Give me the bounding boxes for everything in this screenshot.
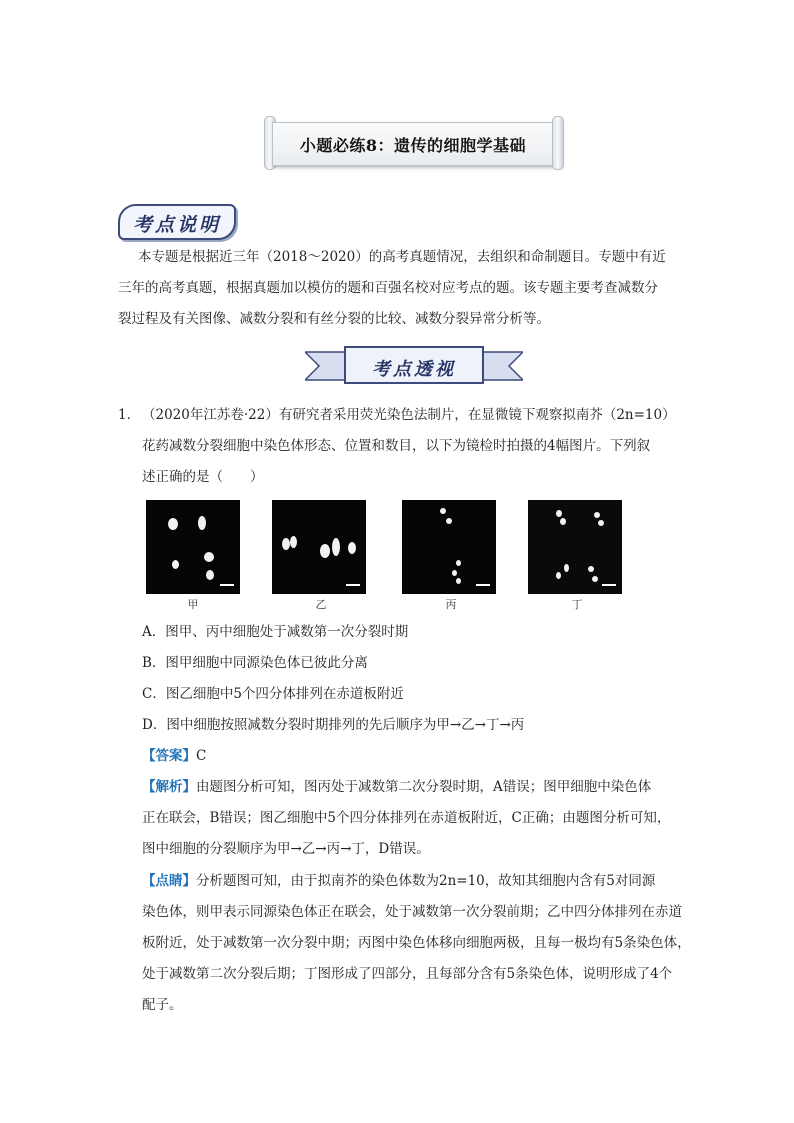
tip-tag: 【点睛】	[142, 873, 196, 889]
answer-value: C	[196, 748, 207, 764]
micrograph-yi	[272, 500, 366, 594]
caption-yi: 乙	[315, 598, 327, 611]
analysis-tag: 【解析】	[142, 779, 196, 795]
caption-ding: 丁	[571, 598, 583, 611]
analysis-line-1: 【解析】由题图分析可知，图丙处于减数第二次分裂时期，A错误；图甲细胞中染色体	[142, 779, 652, 795]
caption-bing: 丙	[445, 598, 457, 611]
option-a: A．图甲、丙中细胞处于减数第一次分裂时期	[142, 624, 409, 640]
micrograph-bing	[402, 500, 496, 594]
question-number: 1．	[118, 407, 141, 423]
micrograph-jia	[146, 500, 240, 594]
intro-line-1: 本专题是根据近三年（2018～2020）的高考真题情况，去组织和命制题目。专题中有近	[138, 249, 666, 265]
analysis-line-2: 正在联会，B错误；图乙细胞中5个四分体排列在赤道板附近，C正确；由题图分析可知，	[142, 810, 671, 826]
answer-tag: 【答案】	[142, 748, 196, 764]
question-line-1: （2020年江苏卷·22）有研究者采用荧光染色法制片，在显微镜下观察拟南芥（2n=10）	[142, 407, 676, 423]
option-c: C．图乙细胞中5个四分体排列在赤道板附近	[142, 686, 404, 702]
page-title: 小题必练8：遗传的细胞学基础	[299, 136, 527, 155]
tip-line-5: 配子。	[142, 997, 183, 1013]
intro-line-2: 三年的高考真题，根据真题加以模仿的题和百强名校对应考点的题。该专题主要考查减数分	[118, 280, 658, 296]
ribbon-label: 考点透视	[372, 359, 456, 380]
title-banner	[262, 114, 564, 172]
answer-row	[142, 741, 206, 772]
intro-line-3: 裂过程及有关图像、减数分裂和有丝分裂的比较、减数分裂异常分析等。	[118, 311, 550, 327]
option-d: D．图中细胞按照减数分裂时期排列的先后顺序为甲→乙→丁→丙	[142, 717, 525, 733]
question-line-3: 述正确的是（ ）	[142, 469, 264, 485]
question-line-2: 花药减数分裂细胞中染色体形态、位置和数目，以下为镜检时拍摄的4幅图片。下列叙	[142, 438, 651, 454]
option-b: B．图甲细胞中同源染色体已彼此分离	[142, 655, 368, 671]
micrograph-ding	[528, 500, 622, 594]
analysis-line-3: 图中细胞的分裂顺序为甲→乙→丙→丁，D错误。	[142, 841, 430, 857]
tip-line-4: 处于减数第二次分裂后期；丁图形成了四部分，且每部分含有5条染色体，说明形成了4个	[142, 966, 673, 982]
tip-line-1: 【点睛】分析题图可知，由于拟南芥的染色体数为2n=10，故知其细胞内含有5对同源	[142, 873, 656, 889]
section-ribbon-focus	[305, 346, 523, 386]
section-badge-explanation	[118, 204, 236, 240]
tip-line-2: 染色体，则甲表示同源染色体正在联会，处于减数第一次分裂前期；乙中四分体排列在赤道	[142, 904, 682, 920]
badge-label: 考点说明	[132, 214, 221, 236]
caption-jia: 甲	[187, 598, 199, 611]
tip-line-3: 板附近，处于减数第一次分裂中期；丙图中染色体移向细胞两极，且每一极均有5条染色体，	[142, 935, 691, 951]
